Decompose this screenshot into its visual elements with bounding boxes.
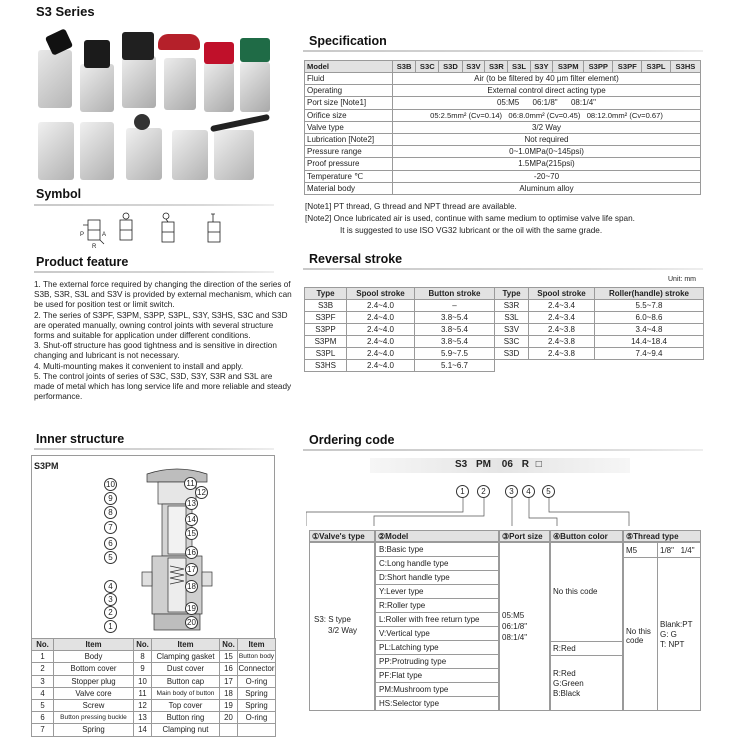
callout-7: 7 xyxy=(104,521,117,534)
thread-size-m5: M5 xyxy=(626,546,638,555)
valve-type-line-1: S3: S type xyxy=(314,615,351,624)
cell: S3HS xyxy=(305,360,347,372)
ordering-header-button: ④Button color xyxy=(550,530,623,542)
cell: S3PL xyxy=(305,348,347,360)
part-item: Main body of button xyxy=(152,687,220,699)
callout-20: 20 xyxy=(185,616,198,629)
product-photo-red-mushroom-top xyxy=(158,34,200,50)
thread-header-divider xyxy=(624,557,701,558)
part-item: Dust cover xyxy=(152,663,220,675)
part-item: Connector xyxy=(238,664,275,674)
part-item xyxy=(238,724,276,736)
part-no: 16 xyxy=(220,663,238,675)
spec-value: -20~70 xyxy=(393,170,701,182)
product-photo-green-flat-top xyxy=(240,38,270,62)
ordering-code-title: Ordering code xyxy=(309,433,395,447)
spec-note-2-cont: It is suggested to use ISO VG32 lubricant or the oil with the same grade. xyxy=(340,226,603,235)
table-row xyxy=(305,85,701,97)
product-photo-black-knob-top xyxy=(84,40,110,68)
table-row xyxy=(305,109,701,121)
feature-item: 4. Multi-mounting makes it convenient to install and apply. xyxy=(34,361,244,371)
ordering-model-list xyxy=(375,542,499,711)
spec-model-s3d: S3D xyxy=(439,61,462,73)
product-photo-black-selector xyxy=(122,56,156,108)
table-row xyxy=(32,675,276,687)
spec-label: Valve type xyxy=(305,121,393,133)
model-option: HS:Selector type xyxy=(379,699,440,708)
cell: S3PF xyxy=(305,312,347,324)
spec-model-s3l: S3L xyxy=(508,61,530,73)
reversal-header-spool: Spool stroke xyxy=(529,288,595,300)
table-row xyxy=(305,97,701,109)
model-option: L:Roller with free return type xyxy=(376,613,498,627)
cell: 2.4~4.0 xyxy=(347,300,415,312)
code-part-port: 06 xyxy=(501,459,513,470)
table-row xyxy=(305,158,701,170)
symbol-row xyxy=(80,210,250,254)
table-row xyxy=(305,312,704,324)
product-photo-group xyxy=(34,22,274,182)
product-feature-title: Product feature xyxy=(36,255,129,269)
part-item: Top cover xyxy=(152,699,220,711)
code-part-model: PM xyxy=(476,459,492,470)
parts-header-row xyxy=(32,639,276,651)
spec-label: Lubrication [Note2] xyxy=(305,133,393,145)
spec-value: Air (to be filtered by 40 μm filter element) xyxy=(393,73,701,85)
product-photo-black-selector-top xyxy=(122,32,154,60)
product-photo-red-mushroom xyxy=(164,58,196,110)
inner-structure-title: Inner structure xyxy=(36,432,125,446)
model-option: PM:Mushroom type xyxy=(376,683,498,697)
part-item: O-ring xyxy=(238,712,276,724)
reversal-header-type: Type xyxy=(305,288,347,300)
cell: 2.4~3.8 xyxy=(529,324,595,336)
cell: S3R xyxy=(495,300,529,312)
cross-section-drawing-icon xyxy=(132,466,222,638)
table-row xyxy=(32,687,276,699)
ordering-header-port: ③Port size xyxy=(499,530,550,542)
symbol-title: Symbol xyxy=(36,187,82,201)
product-photo-roller xyxy=(126,128,162,180)
parts-header-no: No. xyxy=(220,639,238,651)
cell: S3B xyxy=(305,300,347,312)
ordering-code-string xyxy=(455,459,542,470)
cell: – xyxy=(415,300,495,312)
cell: 2.4~3.4 xyxy=(529,312,595,324)
cell xyxy=(529,360,595,372)
button-divider xyxy=(551,655,623,656)
table-row xyxy=(32,651,276,663)
part-item: Button cap xyxy=(152,675,220,687)
callout-1: 1 xyxy=(104,620,117,633)
part-no: 11 xyxy=(134,687,152,699)
inner-structure-title-rule xyxy=(34,448,274,450)
model-option: C:Long handle type xyxy=(376,557,498,571)
thread-type-option: Blank:PT xyxy=(660,620,693,629)
part-no: 6 xyxy=(32,712,54,724)
model-option: R:Roller type xyxy=(376,599,498,613)
series-title: S3 Series xyxy=(36,4,95,19)
part-item: Clamping gasket xyxy=(152,651,220,663)
part-no xyxy=(220,724,238,736)
cell: 2.4~3.8 xyxy=(529,336,595,348)
table-row xyxy=(305,348,704,360)
spec-model-s3r: S3R xyxy=(485,61,508,73)
spec-label: Material body xyxy=(305,182,393,194)
reversal-header-button: Button stroke xyxy=(415,288,495,300)
model-option: B:Basic type xyxy=(376,543,498,557)
spec-model-s3c: S3C xyxy=(416,61,439,73)
spec-table xyxy=(304,60,701,195)
spec-value: Aluminum alloy xyxy=(393,182,701,194)
cell: 3.8~5.4 xyxy=(415,336,495,348)
part-no: 4 xyxy=(32,687,54,699)
port-size-option: 06:1/8" xyxy=(502,622,528,631)
cell: 2.4~4.0 xyxy=(347,348,415,360)
ordering-thread-cell xyxy=(623,542,701,711)
part-item: Spring xyxy=(238,687,276,699)
reversal-header-type: Type xyxy=(495,288,529,300)
table-row xyxy=(32,663,276,675)
part-no: 17 xyxy=(220,675,238,687)
table-row xyxy=(305,324,704,336)
part-item: Button pressing buckle xyxy=(54,712,134,724)
product-photo-black-knob xyxy=(80,64,114,112)
inner-structure-model: S3PM xyxy=(34,461,59,471)
spec-label: Fluid xyxy=(305,73,393,85)
cell: 2.4~4.0 xyxy=(347,336,415,348)
cell xyxy=(595,360,704,372)
ordering-port-cell xyxy=(499,542,550,711)
spec-value: 0~1.0MPa(0~145psi) xyxy=(393,146,701,158)
code-part-series: S3 xyxy=(455,459,468,470)
callout-19: 19 xyxy=(185,602,198,615)
table-row xyxy=(32,712,276,724)
part-no: 10 xyxy=(134,675,152,687)
part-no: 1 xyxy=(32,651,54,663)
cell: 2.4~4.0 xyxy=(347,360,415,372)
cell: 2.4~4.0 xyxy=(347,312,415,324)
callout-2: 2 xyxy=(104,606,117,619)
button-color-option: G:Green xyxy=(553,679,584,688)
model-option: D:Short handle type xyxy=(376,571,498,585)
inner-structure-panel xyxy=(31,455,275,639)
table-row xyxy=(32,699,276,711)
part-item: O-ring xyxy=(238,675,276,687)
parts-header-no: No. xyxy=(32,639,54,651)
reversal-header-roller: Roller(handle) stroke xyxy=(595,288,704,300)
feature-item: 2. The series of S3PF, S3PM, S3PP, S3PL, S3Y, S3HS, S3C and S3D are operated manually, owning control joints with several structure forms and suitable for application under different conditions. xyxy=(34,310,288,341)
symbol-port-a: A xyxy=(102,232,107,238)
spec-value: External control direct acting type xyxy=(393,85,701,97)
product-feature-title-rule xyxy=(34,271,274,273)
reversal-stroke-title-rule xyxy=(303,268,703,270)
spec-note-2: [Note2] Once lubricated air is used, continue with same medium to optimise valve life span. xyxy=(305,214,635,223)
part-no: 18 xyxy=(220,687,238,699)
button-no-color: No this code xyxy=(553,587,598,596)
thread-no-code: No this xyxy=(626,627,651,636)
callout-4: 4 xyxy=(104,580,117,593)
model-option: PP:Protruding type xyxy=(376,655,498,669)
ordering-header-thread: ⑤Thread type xyxy=(623,530,701,542)
table-row xyxy=(305,121,701,133)
button-divider xyxy=(551,641,623,642)
part-no: 3 xyxy=(32,675,54,687)
table-row xyxy=(305,73,701,85)
part-item: Clamping nut xyxy=(152,724,220,736)
button-red-option: R:Red xyxy=(553,644,576,653)
spec-model-s3hs: S3HS xyxy=(670,61,700,73)
ordering-button-cell xyxy=(550,542,623,711)
part-item: Body xyxy=(54,651,134,663)
connector-lines-icon xyxy=(306,498,706,530)
model-option: Y:Lever type xyxy=(376,585,498,599)
thread-col-divider xyxy=(657,543,658,711)
part-no: 2 xyxy=(32,663,54,675)
code-circle-3: 3 xyxy=(505,485,518,498)
thread-no-code: code xyxy=(626,636,644,645)
thread-size-pipe: 1/8" 1/4" xyxy=(660,546,695,555)
cell xyxy=(495,360,529,372)
code-circle-4: 4 xyxy=(522,485,535,498)
part-no: 9 xyxy=(134,663,152,675)
feature-item: 1. The external force required by changing the direction of the series of S3B, S3R, S3L and S3V is provided by external mechanism, which can be used for position test or limit switch. xyxy=(34,280,292,310)
callout-18: 18 xyxy=(185,580,198,593)
symbol-port-r: R xyxy=(92,244,97,250)
spec-model-s3pf: S3PF xyxy=(613,61,642,73)
cell: 2.4~3.4 xyxy=(529,300,595,312)
symbol-title-rule xyxy=(34,204,274,206)
cell: 5.1~6.7 xyxy=(415,360,495,372)
spec-label: Proof pressure xyxy=(305,158,393,170)
cell: 5.9~7.5 xyxy=(415,348,495,360)
port-size-option: 05:M5 xyxy=(502,611,525,620)
product-feature-list xyxy=(34,280,294,402)
parts-header-item: Item xyxy=(54,639,134,651)
part-item: Button body xyxy=(238,651,276,663)
valve-type-line-2: 3/2 Way xyxy=(328,626,358,635)
code-circle-5: 5 xyxy=(542,485,555,498)
callout-11: 11 xyxy=(184,477,197,490)
spec-model-s3v: S3V xyxy=(462,61,485,73)
spec-value: 1.5MPa(215psi) xyxy=(393,158,701,170)
part-no: 19 xyxy=(220,699,238,711)
part-no: 14 xyxy=(134,724,152,736)
part-item: Bottom cover xyxy=(54,663,134,675)
product-photo-lever xyxy=(38,50,72,108)
product-photo-roller-free xyxy=(172,130,208,180)
part-no: 12 xyxy=(134,699,152,711)
spec-model-s3b: S3B xyxy=(393,61,416,73)
callout-10: 10 xyxy=(104,478,117,491)
parts-header-item: Item xyxy=(152,639,220,651)
parts-header-no: No. xyxy=(134,639,152,651)
callout-14: 14 xyxy=(185,513,198,526)
specification-title: Specification xyxy=(309,34,387,48)
reversal-stroke-title: Reversal stroke xyxy=(309,252,403,266)
spec-model-s3pl: S3PL xyxy=(642,61,671,73)
part-no: 20 xyxy=(220,712,238,724)
feature-item: 5. The control joints of series of S3C, S3D, S3Y, S3R and S3L are made of metal which has long service life and more reliable and steady performance. xyxy=(34,371,292,402)
spec-value: Not required xyxy=(393,133,701,145)
spec-model-s3pp: S3PP xyxy=(584,61,613,73)
part-no: 5 xyxy=(32,699,54,711)
part-item: Screw xyxy=(54,699,134,711)
cell: S3D xyxy=(495,348,529,360)
table-row xyxy=(305,336,704,348)
table-row xyxy=(305,182,701,194)
specification-title-rule xyxy=(303,50,703,52)
part-no: 7 xyxy=(32,724,54,736)
code-part-color: R xyxy=(521,459,529,470)
ordering-header-model: ②Model xyxy=(375,530,499,542)
part-item: Stopper plug xyxy=(54,675,134,687)
feature-item: 3. Shut-off structure has good tightness and is sensitive in direction changing and lubricant is not necessary. xyxy=(34,341,277,361)
part-no: 13 xyxy=(134,712,152,724)
part-item: Valve core xyxy=(54,687,134,699)
button-color-option: R:Red xyxy=(553,669,576,678)
product-photo-vertical xyxy=(80,122,114,180)
callout-9: 9 xyxy=(104,492,117,505)
spec-label: Orifice size xyxy=(305,109,393,121)
spec-note-1: [Note1] PT thread, G thread and NPT thread are available. xyxy=(305,202,517,211)
product-photo-red-flat-top xyxy=(204,42,234,64)
spec-header-row xyxy=(305,61,701,73)
callout-12: 12 xyxy=(195,486,208,499)
spec-header-model: Model xyxy=(305,61,393,73)
spec-label: Operating xyxy=(305,85,393,97)
table-row xyxy=(305,360,704,372)
cell: S3C xyxy=(495,336,529,348)
spec-model-s3y: S3Y xyxy=(530,61,553,73)
model-option: PL:Latching type xyxy=(376,641,498,655)
code-circle-2: 2 xyxy=(477,485,490,498)
reversal-header-row xyxy=(305,288,704,300)
cell: S3PM xyxy=(305,336,347,348)
callout-16: 16 xyxy=(185,546,198,559)
cell: 6.0~8.6 xyxy=(595,312,704,324)
cell: 3.4~4.8 xyxy=(595,324,704,336)
callout-6: 6 xyxy=(104,537,117,550)
callout-3: 3 xyxy=(104,593,117,606)
cell: S3L xyxy=(495,312,529,324)
model-option: PF:Flat type xyxy=(376,669,498,683)
cell: 3.8~5.4 xyxy=(415,312,495,324)
parts-table xyxy=(31,638,276,737)
spec-model-s3pm: S3PM xyxy=(553,61,584,73)
spec-label: Pressure range xyxy=(305,146,393,158)
callout-5: 5 xyxy=(104,551,117,564)
cell: S3PP xyxy=(305,324,347,336)
table-row xyxy=(305,133,701,145)
ordering-valve-cell xyxy=(309,542,375,711)
part-item: Spring xyxy=(54,724,134,736)
part-no: 8 xyxy=(134,651,152,663)
callout-15: 15 xyxy=(185,527,198,540)
product-photo-basic xyxy=(38,122,74,180)
spec-label: Port size [Note1] xyxy=(305,97,393,109)
part-item: Button ring xyxy=(152,712,220,724)
cell: 7.4~9.4 xyxy=(595,348,704,360)
table-row xyxy=(305,146,701,158)
spec-label: Temperature ℃ xyxy=(305,170,393,182)
spec-value: 05:2.5mm² (Cv=0.14) 06:8.0mm² (Cv=0.45) 08:12.0mm² (Cv=0.67) xyxy=(393,109,701,121)
model-option: V:Vertical type xyxy=(376,627,498,641)
cell: 2.4~4.0 xyxy=(347,324,415,336)
cell: 5.5~7.8 xyxy=(595,300,704,312)
port-size-option: 08:1/4" xyxy=(502,633,528,642)
parts-header-item: Item xyxy=(238,639,276,651)
cell: S3V xyxy=(495,324,529,336)
reversal-unit: Unit: mm xyxy=(668,276,696,283)
table-row xyxy=(32,724,276,736)
part-no: 15 xyxy=(220,651,238,663)
product-photo-green-flat xyxy=(240,62,270,112)
cell: 2.4~3.8 xyxy=(529,348,595,360)
cell: 14.4~18.4 xyxy=(595,336,704,348)
spec-value: 05:M5 06:1/8" 08:1/4" xyxy=(393,97,701,109)
reversal-table xyxy=(304,287,704,372)
table-row xyxy=(305,300,704,312)
ordering-header-valve: ①Valve's type xyxy=(309,530,375,542)
cell: 3.8~5.4 xyxy=(415,324,495,336)
reversal-header-spool: Spool stroke xyxy=(347,288,415,300)
symbol-port-p: P xyxy=(80,232,85,238)
product-photo-roller-wheel xyxy=(134,114,150,130)
table-row xyxy=(305,170,701,182)
code-circle-1: 1 xyxy=(456,485,469,498)
spec-value: 3/2 Way xyxy=(393,121,701,133)
callout-8: 8 xyxy=(104,506,117,519)
thread-type-option: G: G xyxy=(660,630,677,639)
product-photo-red-flat xyxy=(204,62,234,112)
product-photo-long-handle xyxy=(214,130,254,180)
code-part-thread: □ xyxy=(535,459,542,470)
button-color-option: B:Black xyxy=(553,689,581,698)
thread-type-option: T: NPT xyxy=(660,640,685,649)
callout-13: 13 xyxy=(185,497,198,510)
ordering-code-title-rule xyxy=(303,449,703,451)
callout-17: 17 xyxy=(185,563,198,576)
part-item: Spring xyxy=(238,699,276,711)
